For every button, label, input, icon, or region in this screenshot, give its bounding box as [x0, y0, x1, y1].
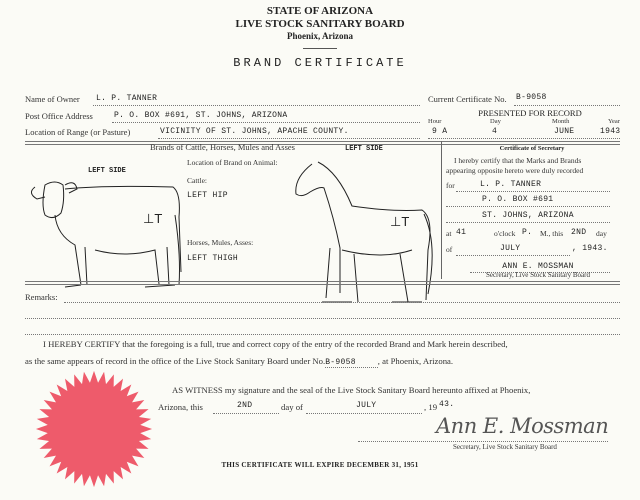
witness-role: Secretary, Live Stock Sanitary Board: [453, 443, 557, 451]
cow-brand-mark: ⊥T: [143, 211, 163, 226]
certify-line1: I HEREBY CERTIFY that the foregoing is a full, true and correct copy of the entry of the recorded Brand and Mark herein described,: [43, 339, 508, 349]
secretary-role: Secretary, Live Stock Sanitary Board: [486, 271, 590, 279]
horse-side-label: LEFT SIDE: [345, 145, 383, 153]
record-line: [428, 138, 620, 139]
brands-heading: Brands of Cattle, Horses, Mules and Asses: [150, 142, 295, 152]
secretary-cert-line1: I hereby certify that the Marks and Brands: [454, 156, 582, 165]
year-value: 1943: [600, 127, 621, 136]
secretary-signature: Ann E. Mossman: [436, 414, 609, 438]
year-label: Year: [608, 118, 620, 125]
for-value: L. P. TANNER: [480, 180, 542, 189]
range-value: VICINITY OF ST. JOHNS, APACHE COUNTY.: [160, 127, 349, 136]
horse-illustration: [292, 158, 437, 308]
range-line: [158, 138, 420, 139]
signature-line: [358, 441, 608, 442]
secretary-cert-line2: appearing opposite hereto were duly recorded: [446, 166, 584, 175]
m-label: M., this: [540, 229, 564, 238]
brand-location-label: Location of Brand on Animal:: [187, 158, 278, 167]
month-value: JUNE: [554, 127, 575, 136]
horse-brand-mark: ⊥T: [390, 214, 410, 229]
range-label: Location of Range (or Pasture): [25, 127, 131, 137]
month-line: [456, 255, 570, 256]
secretary-addr2: ST. JOHNS, ARIZONA: [482, 211, 574, 220]
secretary-name: ANN E. MOSSMAN: [502, 262, 574, 271]
of-label: of: [446, 245, 453, 254]
for-label: for: [446, 181, 455, 190]
secretary-divider: [441, 141, 442, 279]
city-heading: Phoenix, Arizona: [286, 31, 354, 41]
remarks-line-1[interactable]: [64, 302, 620, 303]
address-line: [112, 122, 420, 123]
hour-value: 9 A: [432, 127, 448, 136]
certify-cert-no: B-9058: [325, 358, 378, 368]
seal-starburst: [36, 371, 152, 487]
for-line: [456, 191, 610, 192]
day-word-label: day: [596, 229, 607, 238]
document-title: BRAND CERTIFICATE: [233, 56, 407, 70]
header-divider: [303, 48, 337, 49]
owner-name-label: Name of Owner: [25, 94, 80, 104]
at-value: 41: [456, 228, 467, 237]
certify-line2-pre: as the same appears of record in the office of the Live Stock Sanitary Board under No.: [25, 356, 326, 366]
witness-year-value: 43.: [439, 400, 455, 409]
witness-day-of-label: day of: [281, 402, 303, 412]
certificate-no-label: Current Certificate No.: [428, 94, 507, 104]
owner-name-value: L. P. TANNER: [96, 94, 158, 103]
witness-day-value: 2ND: [237, 401, 253, 410]
certificate-no-value: B-9058: [516, 93, 547, 102]
witness-year-prefix: , 19: [424, 402, 438, 412]
cattle-brand-location: LEFT HIP: [187, 191, 228, 200]
witness-line1: AS WITNESS my signature and the seal of the Live Stock Sanitary Board hereunto affixed at Phoenix,: [172, 385, 531, 395]
horses-label: Horses, Mules, Asses:: [187, 238, 254, 247]
section-divider-bottom: [25, 281, 620, 285]
addr2-line: [446, 222, 610, 223]
month-label: Month: [552, 118, 570, 125]
board-heading: LIVE STOCK SANITARY BOARD: [235, 18, 405, 30]
hour-label: Hour: [428, 118, 442, 125]
remarks-line-2[interactable]: [25, 318, 620, 319]
witness-day-line: [213, 413, 279, 414]
state-heading: STATE OF ARIZONA: [266, 5, 374, 17]
presented-label: PRESENTED FOR RECORD: [478, 108, 582, 118]
at-label: at: [446, 229, 452, 238]
oclock-label: o'clock: [494, 229, 516, 238]
secretary-cert-title: Certificate of Secretary: [499, 145, 565, 152]
secretary-year-value: , 1943.: [572, 244, 608, 253]
certify-line2: [25, 356, 453, 367]
cow-side-label: LEFT SIDE: [88, 167, 126, 175]
address-label: Post Office Address: [25, 111, 93, 121]
witness-month-value: JULY: [356, 401, 377, 410]
witness-month-line: [306, 413, 422, 414]
horse-brand-location: LEFT THIGH: [187, 254, 239, 263]
remarks-label: Remarks:: [25, 292, 58, 302]
witness-arizona-label: Arizona, this: [158, 402, 203, 412]
secretary-day-value: 2ND: [571, 228, 587, 237]
remarks-line-3[interactable]: [25, 334, 620, 335]
owner-name-line: [93, 105, 420, 106]
address-value: P. O. BOX #691, ST. JOHNS, ARIZONA: [114, 111, 288, 120]
day-value: 4: [492, 127, 498, 136]
certificate-no-line: [514, 105, 620, 106]
red-seal: [34, 369, 154, 489]
secretary-addr1: P. O. BOX #691: [482, 195, 554, 204]
expiration-notice: THIS CERTIFICATE WILL EXPIRE DECEMBER 31, 1951: [221, 461, 419, 469]
addr1-line: [446, 206, 610, 207]
day-label: Day: [490, 118, 501, 125]
secretary-month-value: JULY: [500, 244, 521, 253]
certify-line2-post: , at Phoenix, Arizona.: [377, 356, 454, 366]
ampm-value: P.: [522, 228, 533, 237]
cattle-label: Cattle:: [187, 176, 207, 185]
